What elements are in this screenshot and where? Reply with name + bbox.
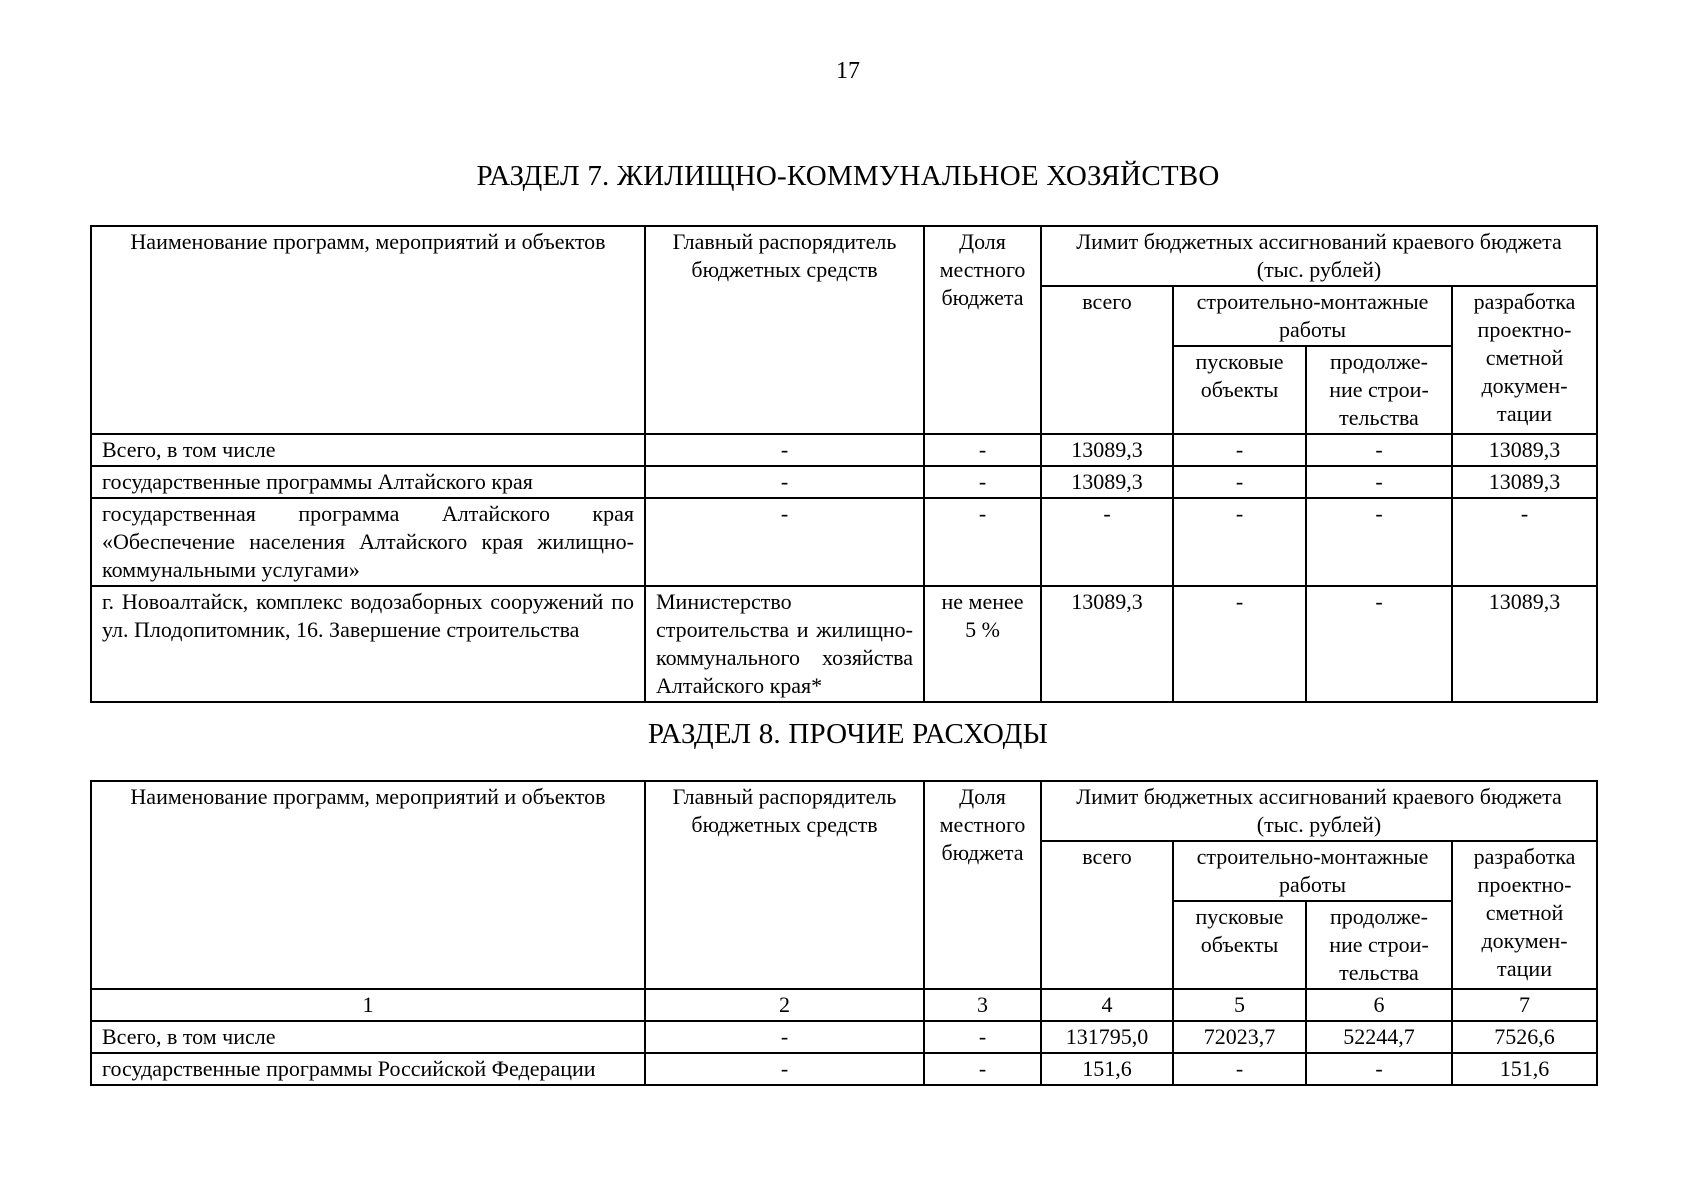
row-total: - [1041,498,1173,586]
row-total: 13089,3 [1041,586,1173,702]
header-limit: Лимит бюджетных ассигнований краевого бюджета (тыс. рублей) [1041,781,1597,841]
table-row [91,498,1597,586]
row-design: 7526,6 [1452,1021,1597,1053]
row-name: Всего, в том числе [91,1021,645,1053]
row-name: Всего, в том числе [91,434,645,466]
column-numbers-row [91,989,1597,1021]
row-launch: - [1173,434,1306,466]
table-row [91,1021,1597,1053]
row-name: г. Новоалтайск, комплекс водозаборных сооружений по ул. Плодопитомник, 16. Завершение строительства [91,586,645,702]
row-design: 151,6 [1452,1053,1597,1085]
row-design: 13089,3 [1452,586,1597,702]
row-launch: 72023,7 [1173,1021,1306,1053]
row-share: - [924,434,1041,466]
row-share: - [924,1053,1041,1085]
row-manager: - [645,498,924,586]
table-row [91,1053,1597,1085]
row-total: 151,6 [1041,1053,1173,1085]
section-7-table [90,225,1598,703]
row-continuation: - [1306,1053,1452,1085]
row-share: не менее 5 % [924,586,1041,702]
header-name: Наименование программ, мероприятий и объектов [91,781,645,989]
row-manager: - [645,1053,924,1085]
row-continuation: - [1306,434,1452,466]
table-row [91,434,1597,466]
column-number: 4 [1041,989,1173,1021]
column-number: 1 [91,989,645,1021]
row-share: - [924,466,1041,498]
header-launch: пусковые объекты [1173,901,1306,989]
row-launch: - [1173,466,1306,498]
row-launch: - [1173,586,1306,702]
row-continuation: - [1306,586,1452,702]
row-name: государственные программы Алтайского края [91,466,645,498]
column-number: 5 [1173,989,1306,1021]
row-design: 13089,3 [1452,434,1597,466]
row-total: 13089,3 [1041,466,1173,498]
header-total: всего [1041,841,1173,989]
row-manager: - [645,466,924,498]
section-7-title: РАЗДЕЛ 7. ЖИЛИЩНО-КОММУНАЛЬНОЕ ХОЗЯЙСТВО [476,160,1220,192]
section-8-table [90,780,1598,1086]
row-continuation: 52244,7 [1306,1021,1452,1053]
column-number: 3 [924,989,1041,1021]
page-number: 17 [836,58,860,84]
row-launch: - [1173,1053,1306,1085]
row-share: - [924,498,1041,586]
row-manager: Министерство строительства и жилищно-коммунального хозяйства Алтайского края* [645,586,924,702]
row-manager: - [645,434,924,466]
header-manager: Главный распорядитель бюджетных средств [645,781,924,989]
row-design: 13089,3 [1452,466,1597,498]
row-manager: - [645,1021,924,1053]
row-design: - [1452,498,1597,586]
column-number: 7 [1452,989,1597,1021]
header-total: всего [1041,286,1173,434]
header-construction: строительно-монтажные работы [1173,286,1452,346]
header-continuation: продолже-ние строи-тельства [1306,901,1452,989]
row-name: государственные программы Российской Федерации [91,1053,645,1085]
header-limit: Лимит бюджетных ассигнований краевого бюджета (тыс. рублей) [1041,226,1597,286]
row-total: 13089,3 [1041,434,1173,466]
row-name: государственная программа Алтайского края «Обеспечение населения Алтайского края жилищно-коммунальными услугами» [91,498,645,586]
header-share: Доля местного бюджета [924,781,1041,989]
header-launch: пусковые объекты [1173,346,1306,434]
header-share: Доля местного бюджета [924,226,1041,434]
row-continuation: - [1306,466,1452,498]
header-design: разработка проектно-сметной докумен-тации [1452,841,1597,989]
column-number: 6 [1306,989,1452,1021]
row-continuation: - [1306,498,1452,586]
header-design: разработка проектно-сметной докумен-тации [1452,286,1597,434]
section-8-title: РАЗДЕЛ 8. ПРОЧИЕ РАСХОДЫ [647,718,1049,750]
header-manager: Главный распорядитель бюджетных средств [645,226,924,434]
row-total: 131795,0 [1041,1021,1173,1053]
header-name: Наименование программ, мероприятий и объектов [91,226,645,434]
header-continuation: продолже-ние строи-тельства [1306,346,1452,434]
table-row [91,466,1597,498]
row-launch: - [1173,498,1306,586]
header-construction: строительно-монтажные работы [1173,841,1452,901]
row-share: - [924,1021,1041,1053]
table-row [91,586,1597,702]
column-number: 2 [645,989,924,1021]
